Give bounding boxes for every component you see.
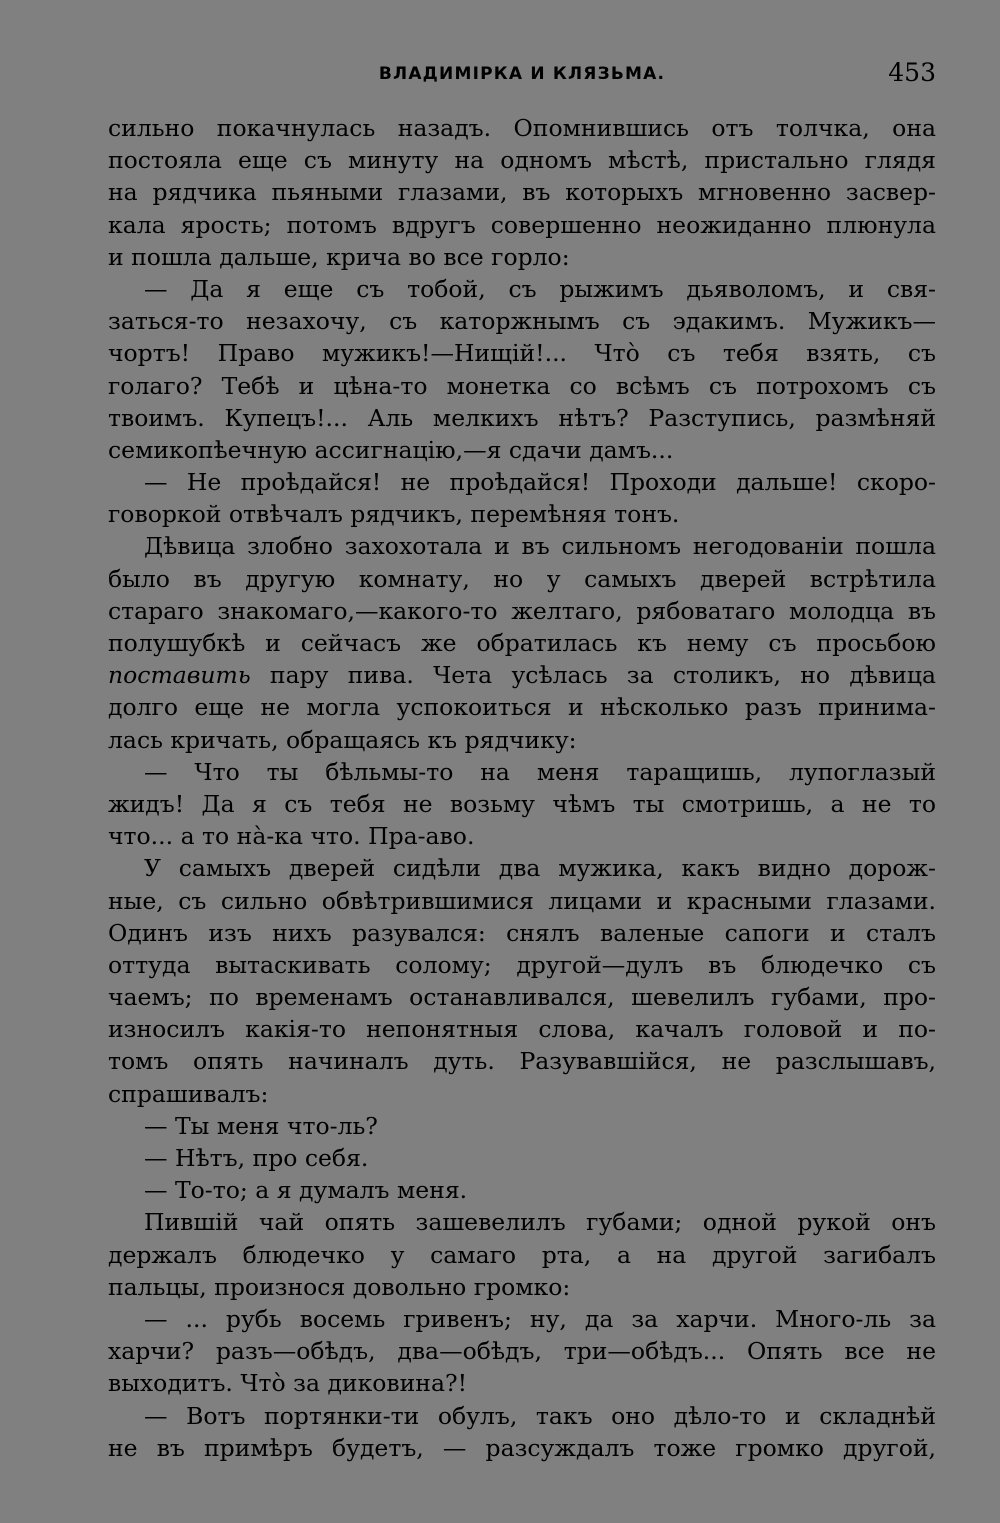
text-line: Пившій чай опять зашевелилъ губами; одной рукой онъ — [144, 1208, 936, 1237]
running-header — [108, 58, 936, 92]
text-line: кала ярость; потомъ вдругъ совершенно неожиданно плюнула — [108, 210, 936, 239]
text-line: — Не проѣдайся! не проѣдайся! Проходи дальше! скоро- — [144, 468, 936, 497]
text-line: — Вотъ портянки-ти обулъ, такъ оно дѣло-то и складнѣй — [144, 1401, 936, 1430]
body-text — [108, 112, 936, 1464]
text-line: держалъ блюдечко у самаго рта, а на другой загибалъ — [108, 1240, 936, 1269]
text-line: твоимъ. Купецъ!... Аль мелкихъ нѣтъ? Разступись, размѣняй — [108, 403, 936, 432]
paragraph — [108, 466, 936, 530]
paragraph — [108, 1142, 936, 1174]
text-line: — Нѣтъ, про себя. — [144, 1144, 369, 1172]
text-line: было въ другую комнату, но у самыхъ дверей встрѣтила — [108, 564, 936, 593]
text-line: томъ опять начиналъ дуть. Разувавшійся, не разслышавъ, — [108, 1047, 936, 1076]
text-line: ные, съ сильно обвѣтрившимися лицами и красными глазами. — [108, 886, 936, 915]
text-line: спрашивалъ: — [108, 1079, 269, 1108]
text-line: что... а то нà-ка что. Пра-аво. — [108, 822, 475, 851]
text-line: лась кричать, обращаясь къ рядчику: — [108, 725, 577, 754]
paragraph — [108, 1174, 936, 1206]
text-line: — Что ты бѣльмы-то на меня таращишь, лупоглазый — [144, 757, 936, 786]
text-line: и пошла дальше, крича во все горло: — [108, 242, 570, 271]
text-line: постояла еще съ минуту на одномъ мѣстѣ, пристально глядя — [108, 146, 936, 175]
paragraph — [108, 273, 936, 466]
text-line: пальцы, произнося довольно громко: — [108, 1272, 571, 1301]
text-line: оттуда вытаскивать солому; другой—дулъ въ блюдечко съ — [108, 950, 936, 979]
text-line: семикопѣечную ассигнацію,—я сдачи дамъ... — [108, 435, 674, 464]
paragraph — [108, 852, 936, 1110]
text-line: на рядчика пьяными глазами, въ которыхъ мгновенно засвер- — [108, 178, 936, 207]
text-line: чортъ! Право мужикъ!—Нищій!... Чтò съ тебя взять, съ — [108, 339, 936, 368]
text-line: поставить пару пива. Чета усѣлась за столикъ, но дѣвица — [108, 661, 936, 690]
text-line: Одинъ изъ нихъ разувался: снялъ валеные сапоги и сталъ — [108, 918, 936, 947]
text-line: полушубкѣ и сейчасъ же обратилась къ нему съ просьбою — [108, 629, 936, 657]
text-line: У самыхъ дверей сидѣли два мужика, какъ видно дорож- — [144, 854, 936, 883]
text-line: голаго? Тебѣ и цѣна-то монетка со всѣмъ съ потрохомъ съ — [108, 371, 936, 400]
text-line: стараго знакомаго,—какого-то желтаго, рябоватаго молодца въ — [108, 596, 936, 625]
text-line: долго еще не могла успокоиться и нѣсколько разъ принима- — [108, 693, 936, 722]
text-line: износилъ какія-то непонятныя слова, качалъ головой и по- — [108, 1015, 936, 1044]
text-line: — То-то; а я думалъ меня. — [144, 1176, 468, 1205]
text-line: — Да я еще съ тобой, съ рыжимъ дьяволомъ, и свя- — [144, 274, 936, 303]
paragraph — [108, 1400, 936, 1464]
text-line: — Ты меня что-ль? — [144, 1111, 378, 1140]
text-line: Дѣвица злобно захохотала и въ сильномъ негодованіи пошла — [144, 532, 936, 561]
text-line: жидъ! Да я съ тебя не возьму чѣмъ ты смотришь, а не то — [108, 789, 936, 818]
running-title: ВЛАДИМІРКА И КЛЯЗЬМА. — [378, 64, 666, 84]
text-line: сильно покачнулась назадъ. Опомнившись отъ толчка, она — [108, 114, 936, 142]
paragraph — [108, 1206, 936, 1303]
paragraph — [108, 1110, 936, 1142]
paragraph — [108, 112, 936, 273]
paragraph — [108, 530, 936, 755]
text-line: — ... рубь восемь гривенъ; ну, да за харчи. Много-ль за — [144, 1304, 936, 1333]
text-line: заться-то незахочу, съ каторжнымъ съ эдакимъ. Мужикъ— — [108, 307, 936, 336]
emphasized-word: поставить — [108, 661, 251, 690]
paragraph — [108, 756, 936, 853]
text-line: харчи? разъ—обѣдъ, два—обѣдъ, три—обѣдъ... Опять все не — [108, 1337, 936, 1366]
text-line: выходитъ. Чтò за диковина?! — [108, 1369, 468, 1398]
text-line: не въ примѣръ будетъ, — разсуждалъ тоже громко другой, — [108, 1433, 936, 1462]
text-line: чаемъ; по временамъ останавливался, шевелилъ губами, про- — [108, 983, 936, 1012]
page-number: 453 — [888, 58, 936, 87]
text-line: говоркой отвѣчалъ рядчикъ, перемѣняя тонъ. — [108, 500, 680, 529]
paragraph — [108, 1303, 936, 1400]
